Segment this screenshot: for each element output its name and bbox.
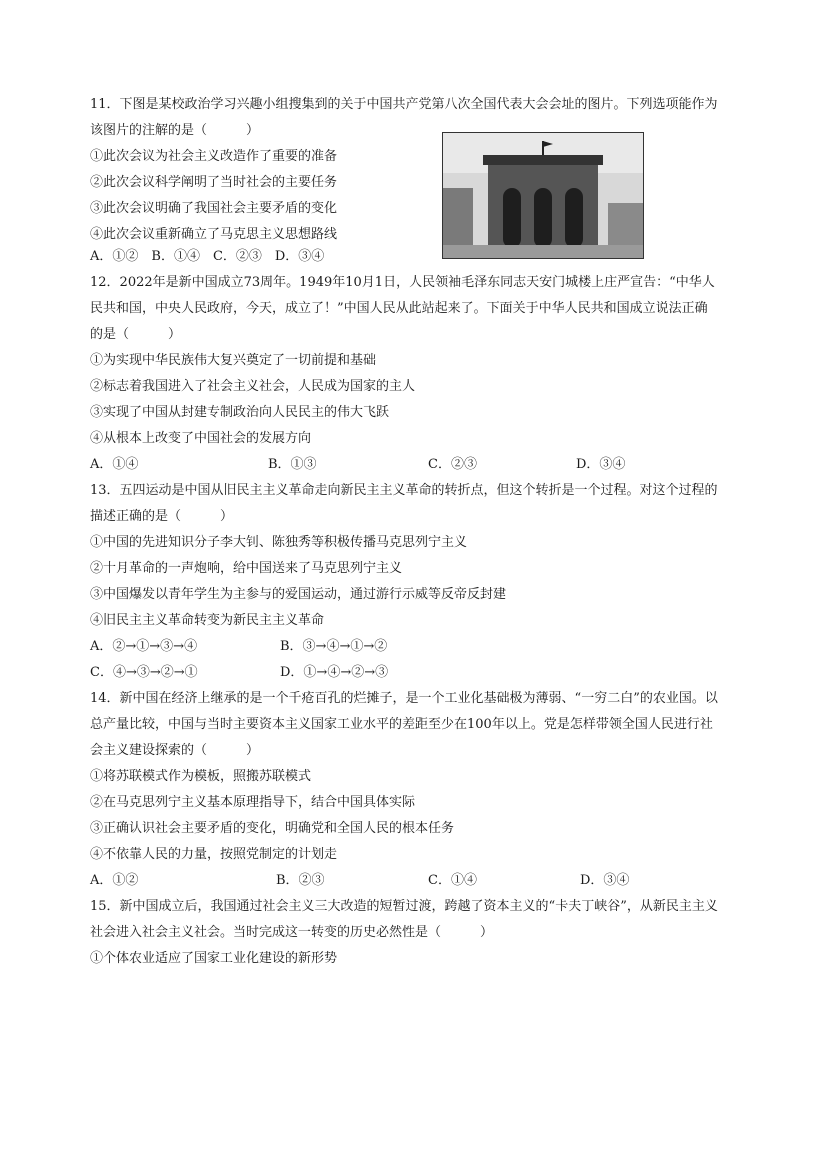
q11-options: A．①② B．①④ C．②③ D．③④ [90, 249, 325, 264]
building-photo-icon [443, 133, 643, 258]
q14-option-c: C．①④ [428, 873, 477, 888]
q14-stem-line2: 总产量比较，中国与当时主要资本主义国家工业水平的差距至少在100年以上。党是怎样带领全国人民进行社 [90, 717, 713, 732]
q14-item-4: ④不依靠人民的力量，按照党制定的计划走 [90, 847, 338, 862]
q12-option-c: C．②③ [428, 457, 477, 472]
q12-item-2: ②标志着我国进入了社会主义社会，人民成为国家的主人 [90, 379, 416, 394]
q12-option-b: B．①③ [268, 457, 317, 472]
q11-item-2: ②此次会议科学阐明了当时社会的主要任务 [90, 175, 338, 190]
q13-item-4: ④旧民主主义革命转变为新民主主义革命 [90, 613, 325, 628]
q15-stem-line2: 社会进入社会主义社会。当时完成这一转变的历史必然性是（ ） [90, 925, 494, 940]
q14-item-1: ①将苏联模式作为模板，照搬苏联模式 [90, 769, 312, 784]
q12-option-a: A．①④ [90, 457, 139, 472]
q13-option-d: D．①→④→②→③ [280, 665, 389, 680]
q14-option-b: B．②③ [276, 873, 325, 888]
q12-item-3: ③实现了中国从封建专制政治向人民民主的伟大飞跃 [90, 405, 390, 420]
q14-option-d: D．③④ [580, 873, 630, 888]
q14-item-3: ③正确认识社会主要矛盾的变化，明确党和全国人民的根本任务 [90, 821, 455, 836]
q14-stem-line3: 会主义建设探索的（ ） [90, 743, 260, 758]
q13-item-2: ②十月革命的一声炮响，给中国送来了马克思列宁主义 [90, 561, 403, 576]
q11-stem-line2: 该图片的注解的是（ ） [90, 123, 260, 138]
q12-option-d: D．③④ [576, 457, 626, 472]
q13-option-b: B．③→④→①→② [280, 639, 388, 654]
q13-stem-line1: 13．五四运动是中国从旧民主主义革命走向新民主主义革命的转折点，但这个转折是一个过程。对这个过程的 [90, 483, 718, 498]
q11-item-1: ①此次会议为社会主义改造作了重要的准备 [90, 149, 338, 164]
q14-stem-line1: 14．新中国在经济上继承的是一个千疮百孔的烂摊子，是一个工业化基础极为薄弱、“一穷二白”的农业国。以 [90, 691, 718, 706]
q12-item-4: ④从根本上改变了中国社会的发展方向 [90, 431, 312, 446]
q12-item-1: ①为实现中华民族伟大复兴奠定了一切前提和基础 [90, 353, 377, 368]
q13-option-a: A．②→①→③→④ [90, 639, 198, 654]
q15-item-1: ①个体农业适应了国家工业化建设的新形势 [90, 951, 338, 966]
q13-stem-line2: 描述正确的是（ ） [90, 509, 234, 524]
q12-stem-line3: 的是（ ） [90, 327, 182, 342]
q11-stem-line1: 11．下图是某校政治学习兴趣小组搜集到的关于中国共产党第八次全国代表大会会址的图片。下列选项能作为 [90, 97, 718, 112]
q14-item-2: ②在马克思列宁主义基本原理指导下，结合中国具体实际 [90, 795, 416, 810]
q11-item-3: ③此次会议明确了我国社会主要矛盾的变化 [90, 201, 338, 216]
q15-stem-line1: 15．新中国成立后，我国通过社会主义三大改造的短暂过渡，跨越了资本主义的“卡夫丁峡谷”，从新民主主义 [90, 899, 718, 914]
q12-stem-line2: 民共和国，中央人民政府，今天，成立了！”中国人民从此站起来了。下面关于中华人民共和国成立说法正确 [90, 301, 708, 316]
q12-stem-line1: 12．2022年是新中国成立73周年。1949年10月1日，人民领袖毛泽东同志天安门城楼上庄严宣告：“中华人 [90, 275, 715, 290]
q13-option-c: C．④→③→②→① [90, 665, 198, 680]
q14-option-a: A．①② [90, 873, 139, 888]
q13-item-3: ③中国爆发以青年学生为主参与的爱国运动，通过游行示威等反帝反封建 [90, 587, 507, 602]
q13-item-1: ①中国的先进知识分子李大钊、陈独秀等积极传播马克思列宁主义 [90, 535, 468, 550]
q11-item-4: ④此次会议重新确立了马克思主义思想路线 [90, 227, 338, 242]
congress-site-photo [442, 132, 644, 259]
